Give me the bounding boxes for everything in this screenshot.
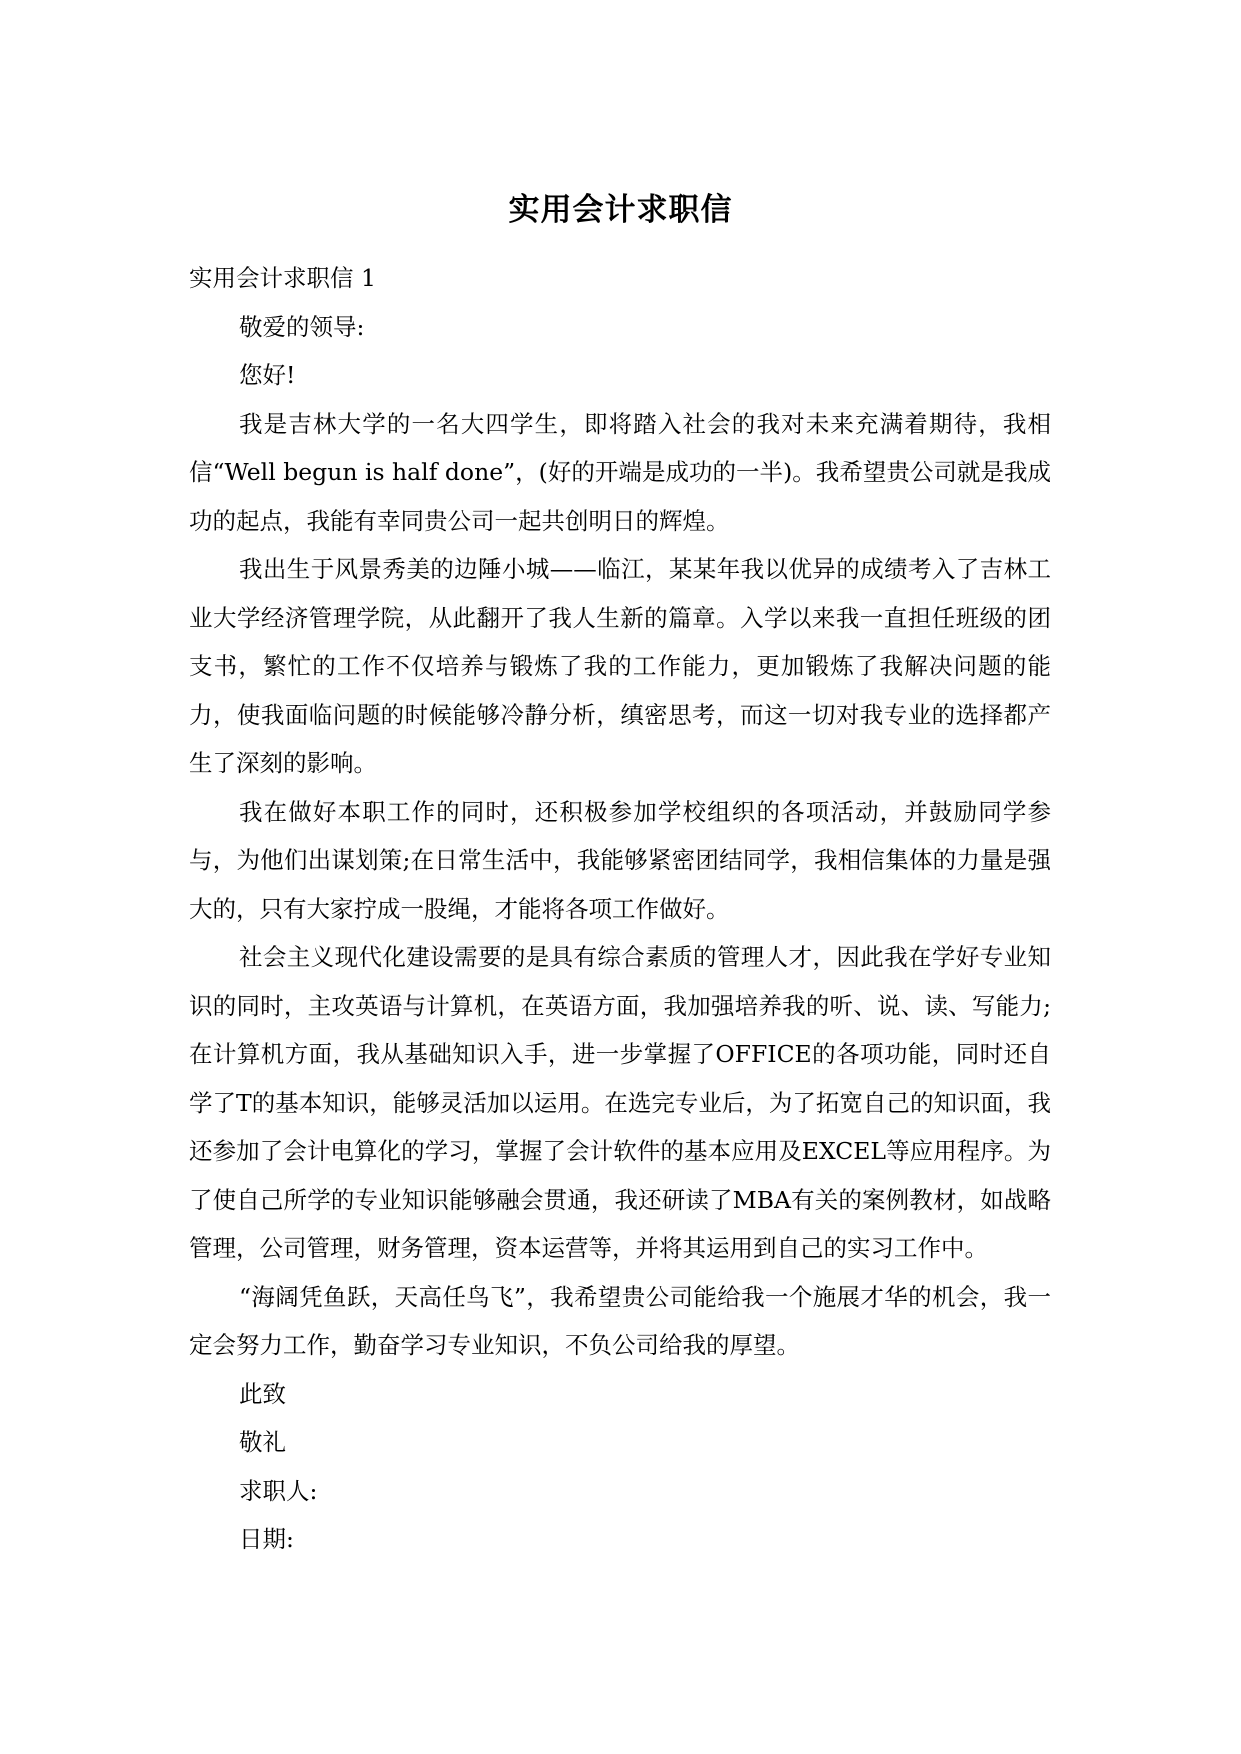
salutation: 敬爱的领导: bbox=[239, 312, 365, 341]
greeting: 您好! bbox=[239, 361, 296, 389]
body-paragraph: 我是吉林大学的一名大四学生，即将踏入社会的我对未来充满着期待，我相信“Well begun is half done”，(好的开端是成功的一半)。我希望贵公司就是我成功的起点，我能有幸同贵公司一起共创明日的辉煌。 bbox=[189, 409, 1051, 535]
document-title: 实用会计求职信 bbox=[508, 192, 733, 228]
body-paragraph: 我在做好本职工作的同时，还积极参加学校组织的各项活动，并鼓励同学参与，为他们出谋划策;在日常生活中，我能够紧密团结同学，我相信集体的力量是强大的，只有大家拧成一股绳，才能将各项工作做好。 bbox=[189, 797, 1051, 923]
body-paragraph: 我出生于风景秀美的边陲小城——临江，某某年我以优异的成绩考入了吉林工业大学经济管理学院，从此翻开了我人生新的篇章。入学以来我一直担任班级的团支书，繁忙的工作不仅培养与锻炼了我的工作能力，更加锻炼了我解决问题的能力，使我面临问题的时候能够冷静分析，缜密思考，而这一切对我专业的选择都产生了深刻的影响。 bbox=[189, 555, 1051, 777]
closing-line: 此致 bbox=[239, 1379, 286, 1408]
document-body bbox=[189, 254, 1051, 1564]
body-paragraph: 社会主义现代化建设需要的是具有综合素质的管理人才，因此我在学好专业知识的同时，主攻英语与计算机，在英语方面，我加强培养我的听、说、读、写能力;在计算机方面，我从基础知识入手，进一步掌握了OFFICE的各项功能，同时还自学了T的基本知识，能够灵活加以运用。在选完专业后，为了拓宽自己的知识面，我还参加了会计电算化的学习，掌握了会计软件的基本应用及EXCEL等应用程序。为了使自己所学的专业知识能够融会贯通，我还研读了MBA有关的案例教材，如战略管理，公司管理，财务管理，资本运营等，并将其运用到自己的实习工作中。 bbox=[189, 943, 1051, 1262]
document-subtitle: 实用会计求职信 1 bbox=[189, 264, 376, 292]
signature-label: 求职人: bbox=[239, 1476, 318, 1505]
body-paragraph: “海阔凭鱼跃，天高任鸟飞”，我希望贵公司能给我一个施展才华的机会，我一定会努力工作，勤奋学习专业知识，不负公司给我的厚望。 bbox=[189, 1282, 1051, 1359]
closing-regards: 敬礼 bbox=[239, 1428, 286, 1456]
date-label: 日期: bbox=[239, 1525, 294, 1553]
